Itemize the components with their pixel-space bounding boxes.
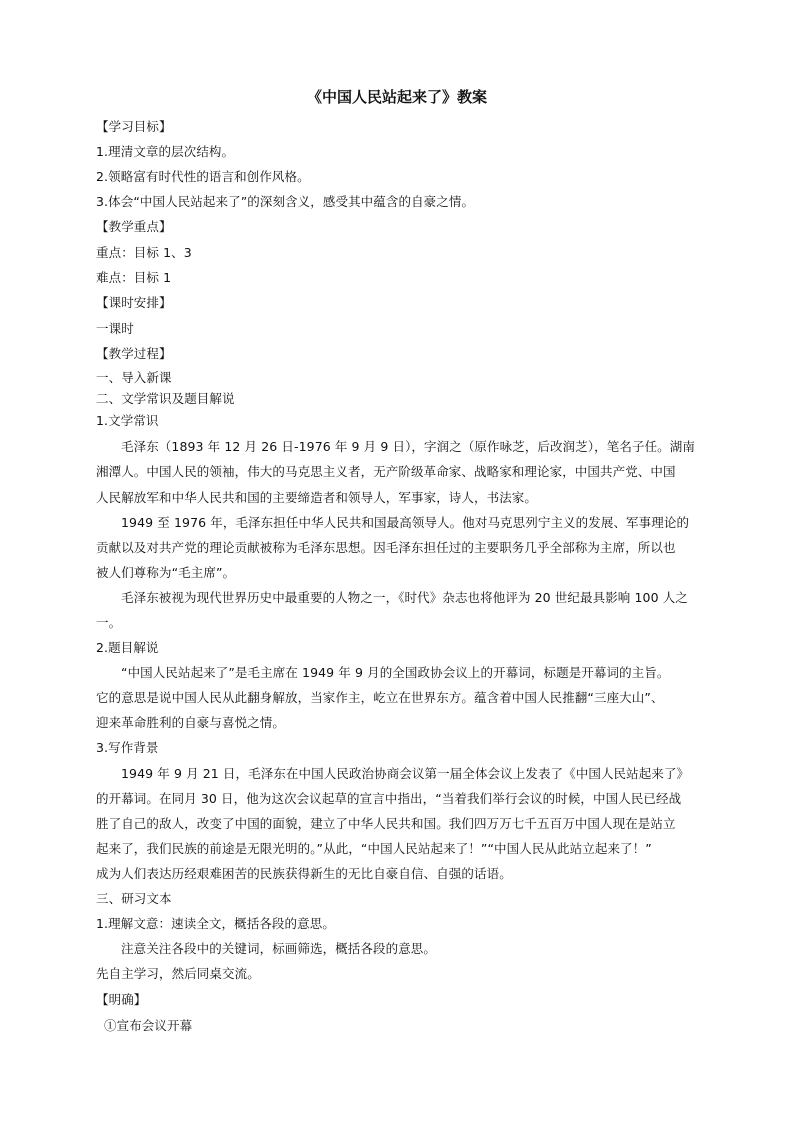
paragraph-line: 1949 年 9 月 21 日，毛泽东在中国人民政治协商会议第一届全体会议上发表了《中国人民站起来了》 xyxy=(121,766,690,781)
objective-2: 2.领略富有时代性的语言和创作风格。 xyxy=(96,169,310,184)
study-task-1: 1.理解文意：速读全文，概括各段的意思。 xyxy=(96,916,335,931)
paragraph-line: 人民解放军和中华人民共和国的主要缔造者和领导人，军事家，诗人，书法家。 xyxy=(96,490,538,505)
paragraph-line: 1949 至 1976 年，毛泽东担任中华人民共和国最高领导人。他对马克思列宁主义的发展、军事理论的 xyxy=(121,515,690,530)
paragraph-line: “中国人民站起来了”是毛主席在 1949 年 9 月的全国政协会议上的开幕词，标题是开幕词的主旨。 xyxy=(121,665,670,680)
heading-clarify: 【明确】 xyxy=(96,992,147,1007)
paragraph-line: 的开幕词。在同月 30 日，他为这次会议起草的宣言中指出，“当着我们举行会议的时候，中国人民已经战 xyxy=(96,791,682,806)
objective-3: 3.体会“中国人民站起来了”的深刻含义，感受其中蕴含的自豪之情。 xyxy=(96,194,475,209)
section-heading-objectives: 【学习目标】 xyxy=(96,119,172,134)
section-heading-schedule: 【课时安排】 xyxy=(96,295,172,310)
paragraph-line: 胜了自己的敌人，改变了中国的面貌，建立了中华人民共和国。我们四万万七千五百万中国人现在是站立 xyxy=(96,816,676,831)
study-instruction: 注意关注各段中的关键词，标画筛选，概括各段的意思。 xyxy=(121,941,437,956)
study-instruction: 先自主学习，然后同桌交流。 xyxy=(96,966,260,981)
subheading-title-explanation: 2.题目解说 xyxy=(96,640,159,655)
objective-1: 1.理清文章的层次结构。 xyxy=(96,144,235,159)
key-point: 重点：目标 1、3 xyxy=(96,245,192,260)
section-heading-text-study: 三、研习文本 xyxy=(96,891,172,906)
paragraph-line: 成为人们表达历经艰难困苦的民族获得新生的无比自豪自信、自强的话语。 xyxy=(96,866,512,881)
process-step-2: 二、文学常识及题目解说 xyxy=(96,391,235,406)
section-heading-key-points: 【教学重点】 xyxy=(96,219,172,234)
schedule-text: 一课时 xyxy=(96,321,134,336)
subheading-literary-knowledge: 1.文学常识 xyxy=(96,413,159,428)
paragraph-line: 一。 xyxy=(96,615,122,630)
section-heading-process: 【教学过程】 xyxy=(96,346,172,361)
paragraph-line: 它的意思是说中国人民从此翻身解放，当家作主，屹立在世界东方。蕴含着中国人民推翻“三座大山”、 xyxy=(96,690,664,705)
difficult-point: 难点：目标 1 xyxy=(96,270,172,285)
process-step-1: 一、导入新课 xyxy=(96,370,172,385)
paragraph-line: 贡献以及对共产党的理论贡献被称为毛泽东思想。因毛泽东担任过的主要职务几乎全部称为主席，所以也 xyxy=(96,540,676,555)
paragraph-line: 被人们尊称为“毛主席”。 xyxy=(96,565,236,580)
subheading-background: 3.写作背景 xyxy=(96,740,159,755)
document-title: 《中国人民站起来了》教案 xyxy=(306,88,487,106)
paragraph-line: 毛泽东（1893 年 12 月 26 日-1976 年 9 月 9 日），字润之（原作咏芝，后改润芝），笔名子任。湖南 xyxy=(121,439,695,454)
paragraph-line: 起来了，我们民族的前途是无限光明的。”从此，“中国人民站起来了！”“中国人民从此站立起来了！” xyxy=(96,841,652,856)
clarify-item-1: ①宣布会议开幕 xyxy=(104,1018,193,1033)
paragraph-line: 毛泽东被视为现代世界历史中最重要的人物之一，《时代》杂志也将他评为 20 世纪最具影响 100 人之 xyxy=(121,590,688,605)
paragraph-line: 迎来革命胜利的自豪与喜悦之情。 xyxy=(96,715,286,730)
paragraph-line: 湘潭人。中国人民的领袖，伟大的马克思主义者，无产阶级革命家、战略家和理论家，中国共产党、中国 xyxy=(96,464,676,479)
